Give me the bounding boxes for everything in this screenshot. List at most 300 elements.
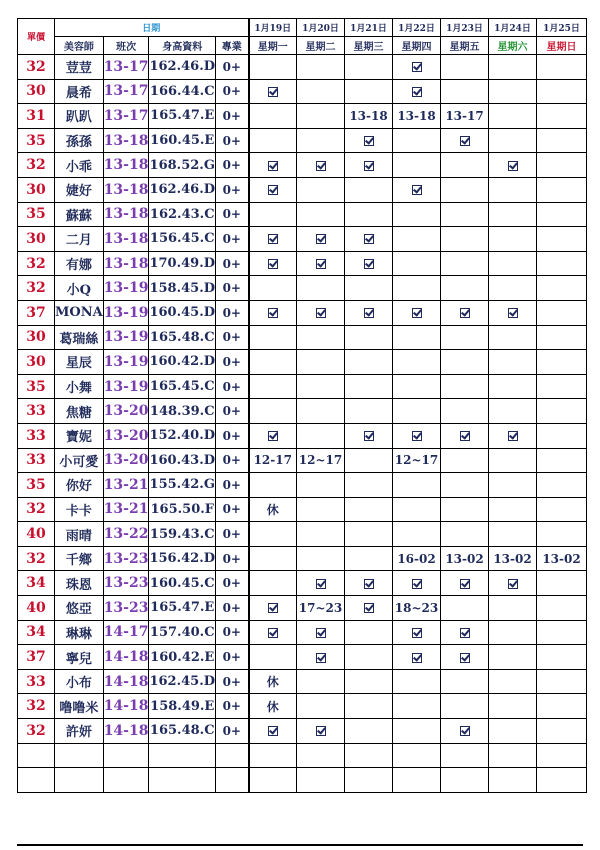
spec-cell: 160.42.E (149, 645, 216, 670)
class-cell: 13-18 (103, 153, 149, 178)
class-cell: 13-21 (103, 473, 149, 498)
day-cell (489, 104, 537, 129)
day-cell (345, 669, 393, 694)
day-cell (249, 153, 297, 178)
class-cell: 14-18 (103, 645, 149, 670)
empty-cell (297, 768, 345, 793)
empty-cell (537, 743, 587, 768)
day-cell (345, 227, 393, 252)
table-row (18, 325, 587, 350)
day-cell (441, 423, 489, 448)
day-cell (297, 497, 345, 522)
pro-cell: 0+ (216, 596, 249, 621)
spec-cell: 156.45.C (149, 227, 216, 252)
pro-cell: 0+ (216, 202, 249, 227)
stylist-name-cell: 寧兒 (55, 645, 104, 670)
empty-cell (18, 743, 55, 768)
checkbox-checked-icon (412, 579, 422, 589)
day-cell (297, 202, 345, 227)
spec-cell: 160.45.C (149, 571, 216, 596)
spec-cell: 165.48.C (149, 325, 216, 350)
day-cell (393, 423, 441, 448)
day-cell (489, 473, 537, 498)
day-cell (441, 473, 489, 498)
price-cell: 33 (18, 448, 55, 473)
class-cell: 13-18 (103, 227, 149, 252)
day-cell (249, 473, 297, 498)
class-cell: 13-17 (103, 55, 149, 80)
price-cell: 32 (18, 276, 55, 301)
class-cell: 13-21 (103, 497, 149, 522)
spec-cell: 156.42.D (149, 546, 216, 571)
day-cell (441, 153, 489, 178)
table-row (18, 55, 587, 80)
table-row (18, 694, 587, 719)
day-cell (297, 350, 345, 375)
pro-cell: 0+ (216, 473, 249, 498)
day-cell (297, 669, 345, 694)
table-row (18, 596, 587, 621)
day-cell (345, 473, 393, 498)
checkbox-checked-icon (460, 431, 470, 441)
day-cell (441, 177, 489, 202)
day-cell: 13-02 (489, 546, 537, 571)
table-row (18, 399, 587, 424)
stylist-name-cell: 有娜 (55, 251, 104, 276)
price-cell: 35 (18, 128, 55, 153)
day-cell (489, 694, 537, 719)
day-cell (393, 350, 441, 375)
stylist-name-cell: 荳荳 (55, 55, 104, 80)
day-cell (441, 374, 489, 399)
table-row (18, 374, 587, 399)
day-cell (537, 227, 587, 252)
checkbox-checked-icon (364, 161, 374, 171)
empty-cell (149, 743, 216, 768)
checkbox-checked-icon (412, 185, 422, 195)
day-cell (489, 669, 537, 694)
day-cell (393, 202, 441, 227)
day-cell (537, 694, 587, 719)
class-cell: 13-19 (103, 300, 149, 325)
day-cell (297, 399, 345, 424)
day-cell (345, 645, 393, 670)
day-cell (297, 694, 345, 719)
day-cell (249, 104, 297, 129)
day-cell (441, 128, 489, 153)
class-cell: 13-19 (103, 325, 149, 350)
stylist-name-cell: 小可愛 (55, 448, 104, 473)
checkbox-checked-icon (412, 87, 422, 97)
price-cell: 32 (18, 694, 55, 719)
price-cell: 34 (18, 571, 55, 596)
day-cell (249, 202, 297, 227)
spec-cell: 170.49.D (149, 251, 216, 276)
day-date-header: 1月22日 (393, 19, 441, 37)
day-cell (345, 128, 393, 153)
day-cell (441, 325, 489, 350)
pro-cell: 0+ (216, 645, 249, 670)
weekday-header: 星期三 (345, 37, 393, 55)
day-cell: 12~17 (393, 448, 441, 473)
day-cell (489, 571, 537, 596)
price-cell: 35 (18, 374, 55, 399)
stylist-name-cell: 許妍 (55, 719, 104, 744)
price-cell: 30 (18, 79, 55, 104)
checkbox-checked-icon (268, 161, 278, 171)
class-cell: 13-17 (103, 79, 149, 104)
day-cell (537, 719, 587, 744)
stylist-name-cell: 你好 (55, 473, 104, 498)
day-cell (297, 719, 345, 744)
price-cell: 32 (18, 546, 55, 571)
day-cell (249, 177, 297, 202)
day-cell (393, 669, 441, 694)
pro-cell: 0+ (216, 128, 249, 153)
day-cell (489, 276, 537, 301)
checkbox-checked-icon (412, 628, 422, 638)
pro-cell: 0+ (216, 694, 249, 719)
day-cell (345, 719, 393, 744)
day-cell (489, 620, 537, 645)
day-cell (441, 522, 489, 547)
day-cell: 13-17 (441, 104, 489, 129)
stylist-name-cell: MONA (55, 300, 104, 325)
stylist-name-cell: 小舞 (55, 374, 104, 399)
pro-cell: 0+ (216, 251, 249, 276)
price-cell: 35 (18, 473, 55, 498)
day-cell: 休 (249, 694, 297, 719)
pro-cell: 0+ (216, 177, 249, 202)
pro-cell: 0+ (216, 719, 249, 744)
pro-cell: 0+ (216, 325, 249, 350)
day-cell (345, 153, 393, 178)
stylist-name-cell: 珠恩 (55, 571, 104, 596)
day-cell (345, 251, 393, 276)
price-cell: 33 (18, 669, 55, 694)
price-cell: 40 (18, 522, 55, 547)
day-cell (489, 300, 537, 325)
stylist-name-cell: 二月 (55, 227, 104, 252)
header-row-2 (18, 37, 587, 55)
stylist-name-cell: 悠亞 (55, 596, 104, 621)
day-cell (537, 399, 587, 424)
day-cell (249, 522, 297, 547)
stylist-name-cell: 千鄉 (55, 546, 104, 571)
day-cell (441, 497, 489, 522)
empty-cell (55, 743, 104, 768)
day-cell (345, 300, 393, 325)
table-row (18, 497, 587, 522)
day-cell (297, 177, 345, 202)
weekday-header: 星期日 (537, 37, 587, 55)
table-row (18, 202, 587, 227)
table-row (18, 177, 587, 202)
price-cell: 30 (18, 177, 55, 202)
day-cell (489, 448, 537, 473)
checkbox-checked-icon (364, 603, 374, 613)
day-cell (489, 325, 537, 350)
day-cell (393, 399, 441, 424)
price-cell: 32 (18, 153, 55, 178)
day-cell (297, 645, 345, 670)
day-cell (441, 571, 489, 596)
pro-cell: 0+ (216, 497, 249, 522)
empty-cell (489, 768, 537, 793)
pro-cell: 0+ (216, 55, 249, 80)
checkbox-checked-icon (316, 579, 326, 589)
checkbox-checked-icon (460, 628, 470, 638)
checkbox-checked-icon (364, 579, 374, 589)
pro-cell: 0+ (216, 620, 249, 645)
class-cell: 13-19 (103, 374, 149, 399)
stylist-name-cell: 孫孫 (55, 128, 104, 153)
day-cell (441, 300, 489, 325)
day-cell (297, 522, 345, 547)
day-cell (441, 448, 489, 473)
price-cell: 34 (18, 620, 55, 645)
pro-cell: 0+ (216, 350, 249, 375)
table-row (18, 251, 587, 276)
day-cell (489, 497, 537, 522)
empty-cell (216, 743, 249, 768)
day-cell (489, 522, 537, 547)
spec-cell: 155.42.G (149, 473, 216, 498)
checkbox-checked-icon (460, 726, 470, 736)
checkbox-checked-icon (460, 136, 470, 146)
table-row (18, 546, 587, 571)
price-cell: 32 (18, 55, 55, 80)
day-cell (345, 79, 393, 104)
table-row (18, 571, 587, 596)
class-cell: 13-23 (103, 546, 149, 571)
checkbox-checked-icon (460, 579, 470, 589)
day-cell (537, 448, 587, 473)
day-cell (489, 350, 537, 375)
empty-cell (345, 768, 393, 793)
day-cell (489, 251, 537, 276)
day-cell (393, 325, 441, 350)
pro-cell: 0+ (216, 227, 249, 252)
day-cell (489, 374, 537, 399)
day-date-header: 1月25日 (537, 19, 587, 37)
day-cell (441, 227, 489, 252)
day-cell: 12-17 (249, 448, 297, 473)
day-cell (297, 620, 345, 645)
day-cell (393, 571, 441, 596)
checkbox-checked-icon (268, 234, 278, 244)
day-cell (345, 350, 393, 375)
spec-cell: 160.45.D (149, 300, 216, 325)
day-cell (249, 55, 297, 80)
day-cell (489, 645, 537, 670)
stylist-name-cell: 趴趴 (55, 104, 104, 129)
empty-cell (393, 768, 441, 793)
table-row (18, 473, 587, 498)
day-cell (297, 227, 345, 252)
day-cell (537, 251, 587, 276)
day-date-header: 1月23日 (441, 19, 489, 37)
day-cell (297, 571, 345, 596)
day-cell (393, 153, 441, 178)
weekday-header: 星期五 (441, 37, 489, 55)
price-cell: 32 (18, 719, 55, 744)
day-cell (297, 153, 345, 178)
spec-cell: 160.43.D (149, 448, 216, 473)
checkbox-checked-icon (364, 431, 374, 441)
spec-header: 身高資料 (149, 37, 216, 55)
price-header: 單價 (18, 19, 55, 55)
stylist-name-cell: 小乖 (55, 153, 104, 178)
day-cell (249, 571, 297, 596)
pro-cell: 0+ (216, 522, 249, 547)
class-cell: 14-17 (103, 620, 149, 645)
day-cell (393, 251, 441, 276)
header-row-1 (18, 19, 587, 37)
day-cell (345, 423, 393, 448)
pro-cell: 0+ (216, 448, 249, 473)
day-cell (393, 694, 441, 719)
table-row (18, 645, 587, 670)
day-cell: 13-18 (393, 104, 441, 129)
table-row (18, 128, 587, 153)
day-cell (393, 620, 441, 645)
class-cell: 14-18 (103, 694, 149, 719)
checkbox-checked-icon (508, 308, 518, 318)
table-row (18, 227, 587, 252)
price-cell: 30 (18, 325, 55, 350)
day-cell (249, 350, 297, 375)
day-cell: 17~23 (297, 596, 345, 621)
day-cell (345, 374, 393, 399)
checkbox-checked-icon (316, 308, 326, 318)
class-cell: 13-19 (103, 276, 149, 301)
schedule-table (17, 18, 587, 793)
pro-cell: 0+ (216, 571, 249, 596)
day-cell (537, 153, 587, 178)
day-cell (393, 300, 441, 325)
day-cell (297, 546, 345, 571)
day-cell: 13-02 (441, 546, 489, 571)
day-cell (537, 128, 587, 153)
day-cell: 18~23 (393, 596, 441, 621)
day-cell (345, 596, 393, 621)
spec-cell: 162.46.D (149, 55, 216, 80)
day-cell: 16-02 (393, 546, 441, 571)
pro-cell: 0+ (216, 423, 249, 448)
checkbox-checked-icon (268, 628, 278, 638)
day-cell (489, 55, 537, 80)
day-date-header: 1月24日 (489, 19, 537, 37)
page-border (17, 844, 583, 846)
pro-cell: 0+ (216, 669, 249, 694)
table-row (18, 620, 587, 645)
spec-cell: 165.47.E (149, 104, 216, 129)
day-cell (441, 596, 489, 621)
day-cell (393, 645, 441, 670)
day-cell (345, 694, 393, 719)
day-cell: 13-18 (345, 104, 393, 129)
day-cell (441, 276, 489, 301)
checkbox-checked-icon (508, 161, 518, 171)
spec-cell: 160.42.D (149, 350, 216, 375)
table-row (18, 350, 587, 375)
empty-cell (489, 743, 537, 768)
day-cell (297, 55, 345, 80)
spec-cell: 160.45.E (149, 128, 216, 153)
day-cell (441, 719, 489, 744)
pro-header: 專業 (216, 37, 249, 55)
spec-cell: 159.43.C (149, 522, 216, 547)
spec-cell: 158.49.E (149, 694, 216, 719)
price-cell: 37 (18, 645, 55, 670)
spec-cell: 157.40.C (149, 620, 216, 645)
table-row (18, 300, 587, 325)
day-cell (345, 522, 393, 547)
stylist-name-cell: 晨希 (55, 79, 104, 104)
date-header: 日期 (55, 19, 249, 37)
checkbox-checked-icon (412, 62, 422, 72)
class-cell: 14-18 (103, 669, 149, 694)
day-cell (489, 79, 537, 104)
day-cell (393, 276, 441, 301)
spec-cell: 168.52.G (149, 153, 216, 178)
day-cell (441, 669, 489, 694)
day-cell (489, 202, 537, 227)
day-cell (249, 79, 297, 104)
day-cell (537, 55, 587, 80)
weekday-header: 星期一 (249, 37, 297, 55)
checkbox-checked-icon (364, 259, 374, 269)
day-cell (393, 227, 441, 252)
day-cell (537, 325, 587, 350)
day-date-header: 1月19日 (249, 19, 297, 37)
class-cell: 13-23 (103, 571, 149, 596)
day-cell (537, 669, 587, 694)
weekday-header: 星期二 (297, 37, 345, 55)
day-date-header: 1月20日 (297, 19, 345, 37)
checkbox-checked-icon (316, 653, 326, 663)
spec-cell: 165.48.C (149, 719, 216, 744)
stylist-header: 美容師 (55, 37, 104, 55)
spec-cell: 162.45.D (149, 669, 216, 694)
spec-cell: 162.46.D (149, 177, 216, 202)
checkbox-checked-icon (412, 431, 422, 441)
pro-cell: 0+ (216, 276, 249, 301)
day-cell (441, 620, 489, 645)
day-cell (393, 473, 441, 498)
day-cell (345, 55, 393, 80)
day-cell (249, 596, 297, 621)
day-cell (297, 251, 345, 276)
day-cell (441, 202, 489, 227)
price-cell: 32 (18, 251, 55, 276)
day-cell (249, 399, 297, 424)
day-cell (297, 300, 345, 325)
day-cell (249, 325, 297, 350)
checkbox-checked-icon (364, 136, 374, 146)
spec-cell: 148.39.C (149, 399, 216, 424)
day-cell (345, 202, 393, 227)
spec-cell: 165.47.E (149, 596, 216, 621)
day-cell (489, 177, 537, 202)
price-cell: 37 (18, 300, 55, 325)
stylist-name-cell: 噜噜米 (55, 694, 104, 719)
day-cell (537, 300, 587, 325)
day-cell (441, 251, 489, 276)
day-cell (297, 276, 345, 301)
day-cell (441, 399, 489, 424)
